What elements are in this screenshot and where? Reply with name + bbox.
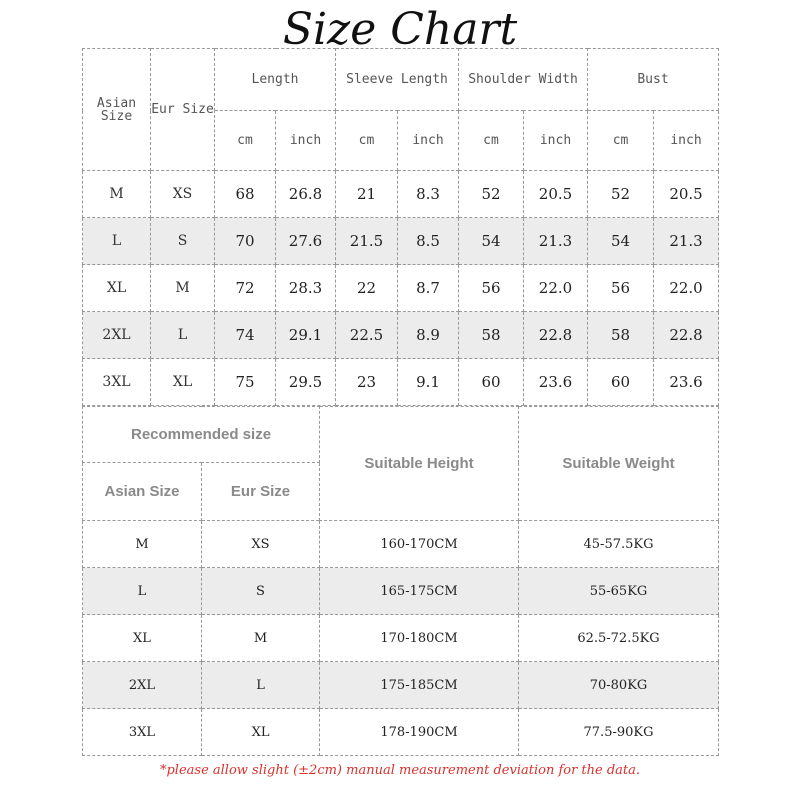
cell-shoulder-cm: 58 — [459, 312, 524, 359]
cell-bust-in: 20.5 — [654, 171, 719, 218]
cell-eur: M — [151, 265, 215, 312]
cell-sleeve-cm: 22.5 — [336, 312, 398, 359]
cell-asian: M — [83, 521, 202, 568]
cell-eur: L — [151, 312, 215, 359]
cell-length-in: 28.3 — [276, 265, 336, 312]
cell-sleeve-cm: 21 — [336, 171, 398, 218]
cell-length-in: 26.8 — [276, 171, 336, 218]
cell-weight: 70-80KG — [519, 662, 719, 709]
cell-length-cm: 68 — [215, 171, 276, 218]
unit-inch: inch — [654, 111, 719, 171]
cell-eur: XL — [151, 359, 215, 406]
table-row — [83, 359, 719, 406]
cell-height: 165-175CM — [320, 568, 519, 615]
cell-height: 175-185CM — [320, 662, 519, 709]
cell-sleeve-in: 8.7 — [398, 265, 459, 312]
cell-shoulder-cm: 54 — [459, 218, 524, 265]
table-row — [83, 265, 719, 312]
cell-sleeve-cm: 21.5 — [336, 218, 398, 265]
cell-bust-in: 23.6 — [654, 359, 719, 406]
table-row — [83, 521, 719, 568]
cell-length-cm: 74 — [215, 312, 276, 359]
table-row — [83, 709, 719, 756]
cell-sleeve-cm: 22 — [336, 265, 398, 312]
header-length: Length — [215, 49, 336, 111]
cell-shoulder-in: 20.5 — [524, 171, 588, 218]
measurement-table — [82, 48, 719, 406]
cell-eur: L — [202, 662, 320, 709]
cell-asian: 3XL — [83, 359, 151, 406]
cell-shoulder-in: 23.6 — [524, 359, 588, 406]
cell-bust-cm: 54 — [588, 218, 654, 265]
table-row — [83, 568, 719, 615]
cell-asian: 2XL — [83, 312, 151, 359]
header-asian-size: Asian Size — [83, 463, 202, 521]
header-bust: Bust — [588, 49, 719, 111]
cell-asian: 3XL — [83, 709, 202, 756]
measurement-note: *please allow slight (±2cm) manual measurement deviation for the data. — [159, 763, 641, 778]
cell-eur: XL — [202, 709, 320, 756]
header-suitable-height: Suitable Height — [320, 407, 519, 521]
cell-bust-cm: 60 — [588, 359, 654, 406]
table-row — [83, 218, 719, 265]
header-asian-size: Asian Size — [83, 49, 151, 171]
cell-weight: 62.5-72.5KG — [519, 615, 719, 662]
table-row — [83, 171, 719, 218]
unit-inch: inch — [398, 111, 459, 171]
table-row — [83, 662, 719, 709]
cell-length-cm: 75 — [215, 359, 276, 406]
header-eur-size: Eur Size — [151, 49, 215, 171]
cell-sleeve-in: 8.5 — [398, 218, 459, 265]
cell-asian: L — [83, 568, 202, 615]
cell-sleeve-in: 8.9 — [398, 312, 459, 359]
header-shoulder-width: Shoulder Width — [459, 49, 588, 111]
cell-height: 160-170CM — [320, 521, 519, 568]
header-recommended-size: Recommended size — [83, 407, 320, 463]
cell-bust-in: 22.8 — [654, 312, 719, 359]
unit-cm: cm — [215, 111, 276, 171]
header-suitable-weight: Suitable Weight — [519, 407, 719, 521]
cell-sleeve-cm: 23 — [336, 359, 398, 406]
cell-bust-cm: 58 — [588, 312, 654, 359]
cell-bust-in: 21.3 — [654, 218, 719, 265]
cell-asian: M — [83, 171, 151, 218]
cell-height: 178-190CM — [320, 709, 519, 756]
cell-length-in: 29.1 — [276, 312, 336, 359]
unit-cm: cm — [336, 111, 398, 171]
cell-height: 170-180CM — [320, 615, 519, 662]
cell-eur: M — [202, 615, 320, 662]
cell-length-in: 29.5 — [276, 359, 336, 406]
unit-cm: cm — [588, 111, 654, 171]
unit-inch: inch — [524, 111, 588, 171]
cell-eur: S — [151, 218, 215, 265]
cell-sleeve-in: 9.1 — [398, 359, 459, 406]
unit-inch: inch — [276, 111, 336, 171]
cell-eur: S — [202, 568, 320, 615]
header-sleeve-length: Sleeve Length — [336, 49, 459, 111]
cell-shoulder-in: 22.8 — [524, 312, 588, 359]
cell-shoulder-cm: 52 — [459, 171, 524, 218]
cell-length-in: 27.6 — [276, 218, 336, 265]
cell-asian: 2XL — [83, 662, 202, 709]
cell-sleeve-in: 8.3 — [398, 171, 459, 218]
cell-weight: 45-57.5KG — [519, 521, 719, 568]
cell-weight: 55-65KG — [519, 568, 719, 615]
cell-weight: 77.5-90KG — [519, 709, 719, 756]
cell-shoulder-cm: 56 — [459, 265, 524, 312]
cell-length-cm: 72 — [215, 265, 276, 312]
cell-asian: XL — [83, 265, 151, 312]
cell-length-cm: 70 — [215, 218, 276, 265]
unit-cm: cm — [459, 111, 524, 171]
cell-asian: XL — [83, 615, 202, 662]
table-row — [83, 615, 719, 662]
cell-shoulder-in: 21.3 — [524, 218, 588, 265]
table-row — [83, 312, 719, 359]
cell-shoulder-in: 22.0 — [524, 265, 588, 312]
page-title: Size Chart — [282, 4, 518, 55]
cell-bust-cm: 52 — [588, 171, 654, 218]
cell-eur: XS — [151, 171, 215, 218]
cell-bust-cm: 56 — [588, 265, 654, 312]
cell-asian: L — [83, 218, 151, 265]
cell-bust-in: 22.0 — [654, 265, 719, 312]
recommendation-table — [82, 406, 719, 756]
header-eur-size: Eur Size — [202, 463, 320, 521]
cell-eur: XS — [202, 521, 320, 568]
cell-shoulder-cm: 60 — [459, 359, 524, 406]
